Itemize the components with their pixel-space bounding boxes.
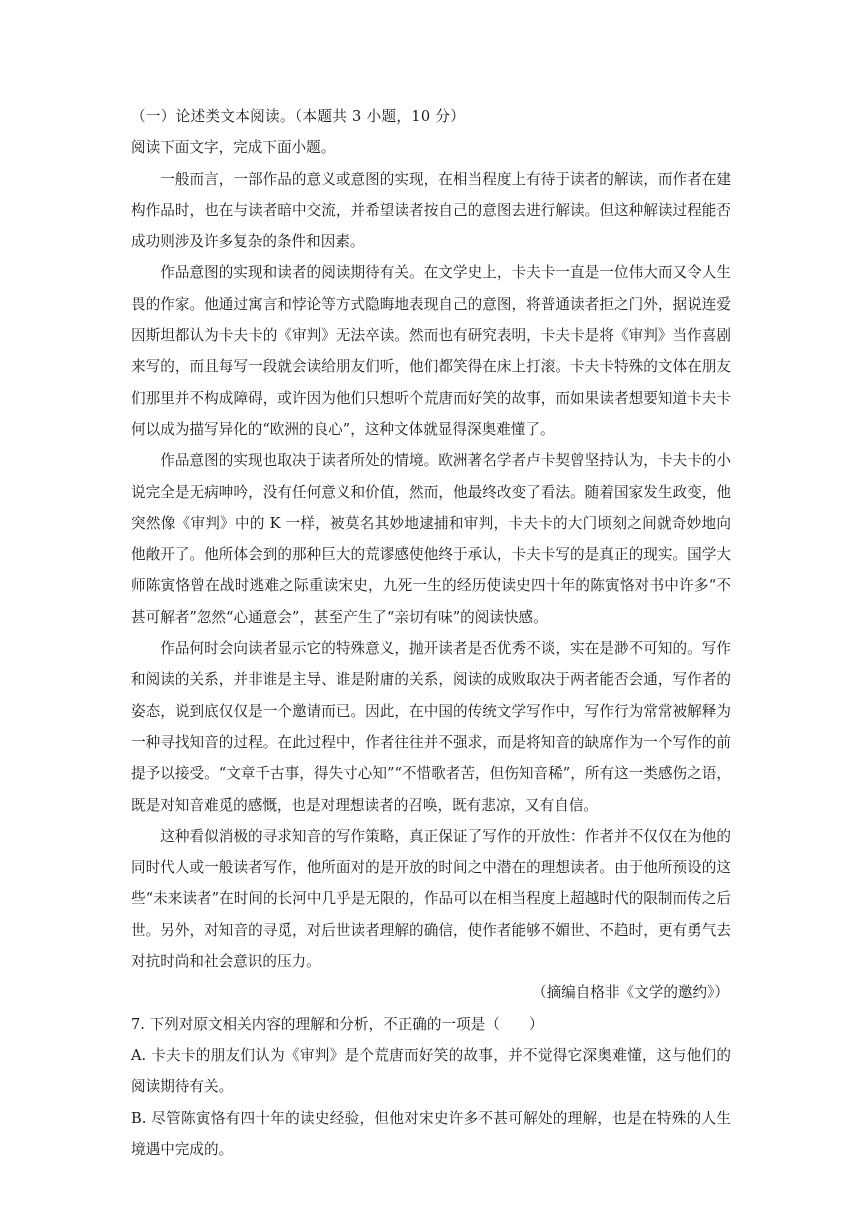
option-a: A. 卡夫卡的朋友们认为《审判》是个荒唐而好笑的故事，并不觉得它深奥难懂，这与他们的阅读期待有关。 — [131, 1046, 731, 1096]
paragraph-5: 这种看似消极的寻求知音的写作策略，真正保证了写作的开放性：作者并不仅仅在为他的同时代人或一般读者写作，他所面对的是开放的时间之中潜在的理想读者。由于他所预设的这些“未来读者”在时间的长河中几乎是无限的，作品可以在相当程度上超越时代的限制而传之后世。另外，对知音的寻觅，对后世读者理解的确信，使作者能够不媚世、不趋时，更有勇气去对抗时尚和社会意识的压力。 — [131, 827, 731, 971]
reading-passage — [131, 101, 731, 1165]
option-b: B. 尽管陈寅恪有四十年的读史经验，但他对宋史许多不甚可解处的理解，也是在特殊的人生境遇中完成的。 — [131, 1109, 731, 1158]
paragraph-2: 作品意图的实现和读者的阅读期待有关。在文学史上，卡夫卡一直是一位伟大而又令人生畏的作家。他通过寓言和悖论等方式隐晦地表现自己的意图，将普通读者拒之门外，据说连爱因斯坦都认为卡夫卡的《审判》无法卒读。然而也有研究表明，卡夫卡是将《审判》当作喜剧来写的，而且每写一段就会读给朋友们听，他们都笑得在床上打滚。卡夫卡特殊的文体在朋友们那里并不构成障碍，或许因为他们只想听个荒唐而好笑的故事，而如果读者想要知道卡夫卡何以成为描写异化的“欧洲的良心”，这种文体就显得深奥难懂了。 — [131, 264, 731, 438]
section-heading: （一）论述类文本阅读。（本题共 3 小题，10 分） — [131, 108, 466, 125]
question-stem: 7. 下列对原文相关内容的理解和分析，不正确的一项是（ ） — [131, 1015, 544, 1033]
source-citation: （摘编自格非《文学的邀约》） — [531, 984, 729, 1002]
paragraph-1: 一般而言，一部作品的意义或意图的实现，在相当程度上有待于读者的解读，而作者在建构作品时，也在与读者暗中交流，并希望读者按自己的意图去进行解读。但这种解读过程能否成功则涉及许多复杂的条件和因素。 — [131, 170, 731, 251]
instruction-text: 阅读下面文字，完成下面小题。 — [131, 139, 336, 157]
paragraph-3: 作品意图的实现也取决于读者所处的情境。欧洲著名学者卢卡契曾坚持认为，卡夫卡的小说完全是无病呻吟，没有任何意义和价值，然而，他最终改变了看法。随着国家发生政变，他突然像《审判》中的 K 一样，被莫名其妙地逮捕和审判，卡夫卡的大门顷刻之间就奇妙地向他敞开了。他所体会到的那种巨大的荒谬感使他终于承认，卡夫卡写的是真正的现实。国学大师陈寅恪曾在战时逃难之际重读宋史，九死一生的经历使读史四十年的陈寅恪对书中许多“不甚可解者”忽然“心通意会”，甚至产生了“亲切有味”的阅读快感。 — [131, 452, 731, 626]
paragraph-4: 作品何时会向读者显示它的特殊意义，抛开读者是否优秀不谈，实在是渺不可知的。写作和阅读的关系，并非谁是主导、谁是附庸的关系，阅读的成败取决于两者能否会通，写作者的姿态，说到底仅仅是一个邀请而已。因此，在中国的传统文学写作中，写作行为常常被解释为一种寻找知音的过程。在此过程中，作者往往并不强求，而是将知音的缺席作为一个写作的前提予以接受。“文章千古事，得失寸心知”“不惜歌者苦，但伤知音稀”，所有这一类感伤之语，既是对知音难觅的感慨，也是对理想读者的召唤，既有悲凉，又有自信。 — [131, 640, 731, 814]
